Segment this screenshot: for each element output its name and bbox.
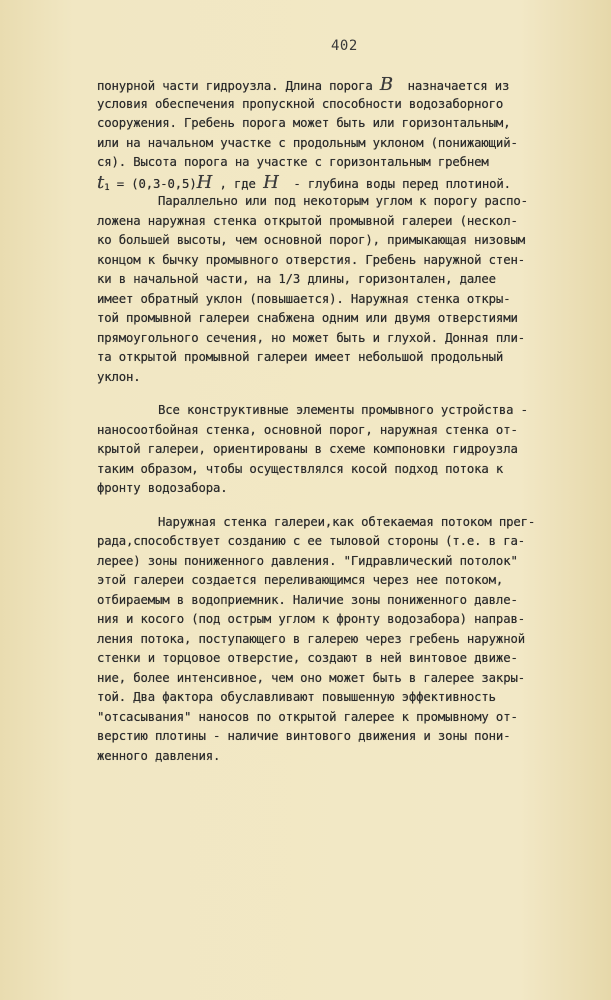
handwritten-symbol: H — [263, 171, 279, 193]
text-line: ния и косого (под острым углом к фронту водозабора) направ- — [97, 612, 525, 626]
text-segment: - глубина воды перед плотиной. — [293, 176, 511, 191]
text-line: ления потока, поступающего в галерею через гребень наружной — [97, 631, 525, 646]
text-line: той промывной галереи снабжена одним или двумя отверстиями — [97, 311, 518, 325]
text-line: ки в начальной части, на 1/3 длины, горизонтален, далее — [97, 272, 496, 286]
text-segment: назначается из — [407, 79, 510, 93]
handwritten-symbol: t — [97, 171, 105, 193]
text-line: та открытой промывной галереи имеет небольшой продольный — [97, 350, 504, 364]
text-line: ко большей высоты, чем основной порог), примыкающая низовым — [97, 233, 525, 247]
handwritten-symbol: H — [196, 171, 213, 193]
text-segment: понурной части гидроузла. Длина порога — [97, 79, 373, 93]
paragraph-1 — [97, 75, 567, 192]
page-number: 402 — [331, 38, 358, 54]
text-line: Наружная стенка галереи,как обтекаемая потоком прег- — [158, 514, 536, 529]
paragraph-3 — [97, 401, 567, 499]
paragraph-gap — [97, 387, 567, 401]
text-line: этой галереи создается переливающимся через нее потоком, — [97, 573, 504, 587]
body-text — [97, 75, 567, 766]
text-line: ние, более интенсивное, чем оно может быть в галерее закры- — [97, 670, 525, 685]
text-line: верстию плотины - наличие винтового движения и зоны пони- — [97, 729, 511, 743]
text-line: сооружения. Гребень порога может быть или горизонтальным, — [97, 116, 511, 130]
handwritten-symbol: B — [379, 74, 394, 95]
text-line: рада,способствует созданию с ее тыловой стороны (т.е. в га- — [97, 534, 525, 548]
text-line: таким образом, чтобы осуществлялся косой подход потока к — [97, 461, 504, 476]
text-line — [97, 75, 567, 95]
text-line: прямоугольного сечения, но может быть и глухой. Донная пли- — [97, 330, 525, 345]
text-line: имеет обратный уклон (повышается). Наружная стенка откры- — [97, 291, 511, 306]
text-line: ложена наружная стенка открытой промывной галереи (нескол- — [97, 213, 518, 228]
text-line: стенки и торцовое отверстие, создают в ней винтовое движе- — [97, 651, 518, 665]
paragraph-gap — [97, 499, 567, 513]
text-line: фронту водозабора. — [97, 481, 228, 495]
text-line: "отсасывания" наносов по открытой галерее к промывному от- — [97, 709, 518, 724]
paragraph-2 — [97, 192, 567, 387]
text-line: концом к бычку промывного отверстия. Гребень наружной стен- — [97, 252, 525, 267]
text-line: той. Два фактора обуславливают повышенную эффективность — [97, 690, 496, 704]
text-segment: , где — [219, 176, 256, 191]
paragraph-4 — [97, 513, 567, 767]
text-line: уклон. — [97, 369, 141, 384]
text-line: условия обеспечения пропускной способности водозаборного — [97, 96, 504, 111]
text-line: Все конструктивные элементы промывного устройства - — [158, 403, 528, 417]
text-line: крытой галереи, ориентированы в схеме компоновки гидроузла — [97, 442, 518, 456]
text-line: женного давления. — [97, 748, 221, 763]
text-line: наносоотбойная стенка, основной порог, наружная стенка от- — [97, 422, 518, 437]
text-line: или на начальном участке с продольным уклоном (понижающий- — [97, 135, 518, 150]
text-line: Параллельно или под некоторым углом к порогу распо- — [158, 194, 528, 208]
subscript: 1 — [104, 182, 110, 193]
text-segment: = (0,3-0,5) — [116, 176, 197, 191]
text-line: лерее) зоны пониженного давления. "Гидравлический потолок" — [97, 553, 518, 568]
text-line: отбираемым в водоприемник. Наличие зоны пониженного давле- — [97, 592, 518, 607]
formula-line — [97, 173, 567, 193]
text-line: ся). Высота порога на участке с горизонтальным гребнем — [97, 155, 489, 169]
